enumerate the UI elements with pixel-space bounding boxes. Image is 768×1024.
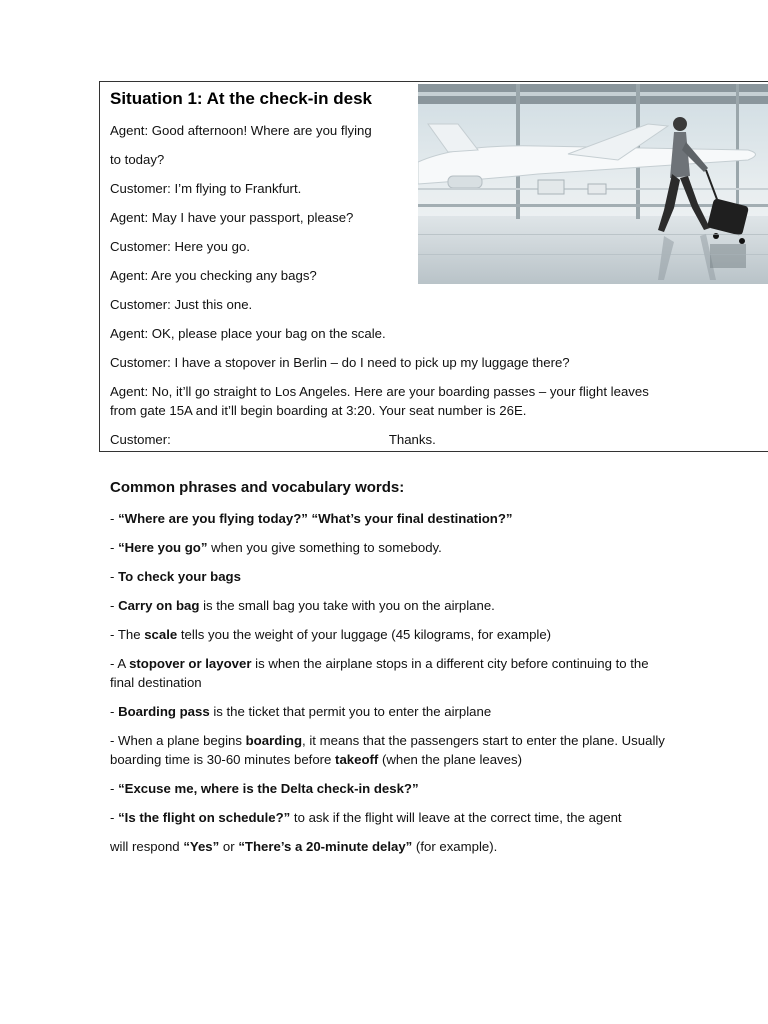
- vocab-term: Carry on bag: [118, 598, 200, 613]
- vocab-term: “Where are you flying today?” “What’s your final destination?”: [118, 511, 513, 526]
- vocab-item: [110, 731, 670, 769]
- vocab-text: -: [110, 810, 119, 825]
- dialogue-line-customer-blank: [110, 430, 436, 449]
- vocab-text: -: [110, 704, 119, 719]
- dialogue-line: Customer: Here you go.: [110, 239, 250, 254]
- dialogue-line: Agent: Are you checking any bags?: [110, 268, 317, 283]
- vocab-text: - A: [110, 656, 130, 671]
- thanks-text: Thanks.: [388, 432, 436, 447]
- vocab-item: [110, 779, 670, 798]
- dialogue-line: Agent: No, it’ll go straight to Los Angeles. Here are your boarding passes – your flight leaves from gate 15A and it’ll begin boarding at 3:20. Your seat number is 26E.: [110, 384, 649, 418]
- vocab-term: boarding: [245, 733, 303, 748]
- vocab-item: [110, 538, 670, 557]
- vocab-text: (for example).: [412, 839, 498, 854]
- vocab-text: tells you the weight of your luggage (45 kilograms, for example): [177, 627, 552, 642]
- vocab-term: “Yes”: [183, 839, 220, 854]
- vocab-term: takeoff: [335, 752, 379, 767]
- vocab-text: is when the airplane stops in a different city before continuing to the final destination: [110, 656, 649, 690]
- vocab-term: To check your bags: [118, 569, 241, 584]
- dialogue-line: Agent: Good afternoon! Where are you flying: [110, 123, 372, 138]
- vocab-text: -: [110, 598, 119, 613]
- airport-traveler-illustration: [418, 84, 768, 284]
- vocab-item: [110, 808, 670, 827]
- vocab-term: “Here you go”: [118, 540, 208, 555]
- vocab-text: will respond: [110, 839, 184, 854]
- vocab-text: , it means that the passengers start to enter the plane. Usually boarding time is 30-60 minutes before: [110, 733, 665, 767]
- vocab-item: [110, 654, 670, 692]
- vocab-text: to ask if the flight will leave at the correct time, the agent: [290, 810, 622, 825]
- dialogue-line: Customer: I’m flying to Frankfurt.: [110, 181, 302, 196]
- vocab-text: is the small bag you take with you on the airplane.: [199, 598, 495, 613]
- dialogue-line: Customer: Just this one.: [110, 297, 253, 312]
- vocab-item: [110, 837, 670, 856]
- situation-box: [99, 81, 768, 452]
- dialogue-line: Customer: I have a stopover in Berlin – do I need to pick up my luggage there?: [110, 355, 570, 370]
- vocab-term: “There’s a 20-minute delay”: [238, 839, 413, 854]
- vocab-text: - When a plane begins: [110, 733, 246, 748]
- vocab-term: “Is the flight on schedule?”: [118, 810, 291, 825]
- vocab-item: [110, 702, 670, 721]
- vocab-term: Boarding pass: [118, 704, 210, 719]
- vocab-text: - The: [110, 627, 145, 642]
- dialogue-line: to today?: [110, 152, 165, 167]
- airport-photo: [418, 84, 768, 284]
- vocab-item: [110, 509, 670, 528]
- vocab-item: [110, 596, 670, 615]
- vocab-text: (when the plane leaves): [378, 752, 522, 767]
- vocab-text: when you give something to somebody.: [207, 540, 442, 555]
- vocab-text: -: [110, 781, 119, 796]
- vocab-text: -: [110, 540, 119, 555]
- vocab-item: [110, 625, 670, 644]
- vocab-term: “Excuse me, where is the Delta check-in desk?”: [118, 781, 419, 796]
- dialogue-line: Agent: May I have your passport, please?: [110, 210, 354, 225]
- situation-title: Situation 1: At the check-in desk: [110, 89, 372, 108]
- vocab-text: -: [110, 511, 119, 526]
- vocab-term: scale: [144, 627, 178, 642]
- vocab-term: stopover or layover: [129, 656, 252, 671]
- vocab-text: is the ticket that permit you to enter the airplane: [209, 704, 492, 719]
- dialogue-line: Agent: OK, please place your bag on the scale.: [110, 326, 386, 341]
- vocab-item: [110, 567, 670, 586]
- vocab-text: -: [110, 569, 119, 584]
- customer-label: Customer:: [110, 432, 171, 447]
- vocab-title: Common phrases and vocabulary words:: [110, 479, 405, 496]
- vocab-text: or: [219, 839, 239, 854]
